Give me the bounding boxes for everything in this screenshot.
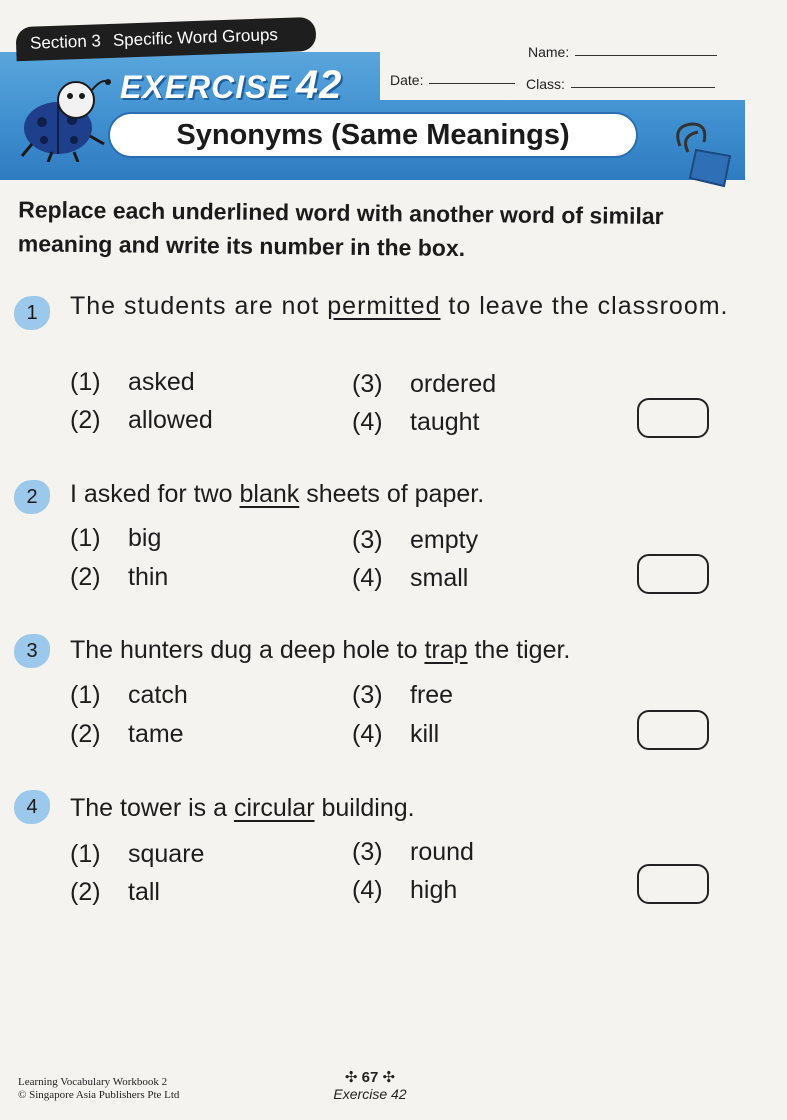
question-text: The students are not permitted to leave the classroom. bbox=[70, 292, 729, 320]
date-label: Date: bbox=[390, 72, 424, 88]
option-4: (4) high bbox=[352, 876, 458, 904]
date-line bbox=[429, 83, 515, 84]
option-2: (2) thin bbox=[70, 563, 169, 591]
option-1: (1) catch bbox=[70, 681, 188, 709]
question-text: The hunters dug a deep hole to trap the tiger. bbox=[70, 636, 571, 664]
footer-credits bbox=[18, 1076, 179, 1102]
section-number: Section 3 bbox=[29, 31, 102, 53]
underlined-word: blank bbox=[239, 480, 300, 508]
class-field[interactable] bbox=[526, 76, 715, 92]
question-text: The tower is a circular building. bbox=[70, 794, 415, 822]
ornament-left-icon: ✣ bbox=[344, 1069, 362, 1086]
page-number: 67 bbox=[361, 1069, 379, 1086]
exercise-reference: Exercise 42 bbox=[333, 1086, 407, 1102]
name-line bbox=[575, 55, 717, 56]
answer-box[interactable] bbox=[637, 864, 709, 904]
option-3: (3) empty bbox=[352, 526, 479, 554]
question-number-badge: 3 bbox=[14, 634, 50, 668]
underlined-word: trap bbox=[424, 636, 468, 664]
underlined-word: permitted bbox=[327, 292, 441, 320]
question-number-badge: 2 bbox=[14, 480, 50, 514]
option-1: (1) square bbox=[70, 840, 205, 868]
option-2: (2) tame bbox=[70, 720, 184, 748]
ornament-right-icon: ✣ bbox=[378, 1069, 396, 1086]
exercise-subtitle: Synonyms (Same Meanings) bbox=[108, 112, 638, 158]
answer-box[interactable] bbox=[637, 554, 709, 594]
answer-box[interactable] bbox=[637, 398, 709, 438]
question-text: I asked for two blank sheets of paper. bbox=[70, 480, 485, 508]
option-4: (4) taught bbox=[352, 408, 480, 436]
binder-clip-icon bbox=[668, 116, 746, 188]
name-label: Name: bbox=[528, 44, 570, 60]
option-1: (1) asked bbox=[70, 368, 195, 396]
book-title: Learning Vocabulary Workbook 2 bbox=[18, 1076, 168, 1088]
class-label: Class: bbox=[526, 76, 565, 92]
option-1: (1) big bbox=[70, 524, 162, 552]
option-4: (4) small bbox=[352, 564, 469, 592]
footer-page bbox=[320, 1068, 420, 1102]
option-2: (2) allowed bbox=[70, 406, 213, 434]
option-2: (2) tall bbox=[70, 878, 160, 906]
class-line bbox=[571, 87, 715, 88]
underlined-word: circular bbox=[233, 794, 315, 822]
date-field[interactable] bbox=[390, 72, 515, 88]
option-3: (3) ordered bbox=[352, 370, 497, 398]
option-3: (3) free bbox=[352, 681, 454, 709]
exercise-title bbox=[120, 63, 342, 108]
section-name: Specific Word Groups bbox=[112, 25, 279, 50]
answer-box[interactable] bbox=[637, 710, 709, 750]
instructions: Replace each underlined word with another word of similar meaning and write its number in the box. bbox=[17, 196, 664, 262]
question-number-badge: 4 bbox=[14, 790, 50, 824]
page-number-row bbox=[320, 1068, 420, 1086]
option-4: (4) kill bbox=[352, 720, 440, 748]
question-number-badge: 1 bbox=[14, 296, 50, 330]
name-field[interactable] bbox=[528, 44, 717, 60]
exercise-label: EXERCISE bbox=[120, 69, 290, 105]
exercise-number: 42 bbox=[295, 63, 343, 107]
ladybug-icon bbox=[12, 70, 112, 162]
option-3: (3) round bbox=[352, 838, 474, 866]
copyright: © Singapore Asia Publishers Pte Ltd bbox=[18, 1089, 180, 1101]
